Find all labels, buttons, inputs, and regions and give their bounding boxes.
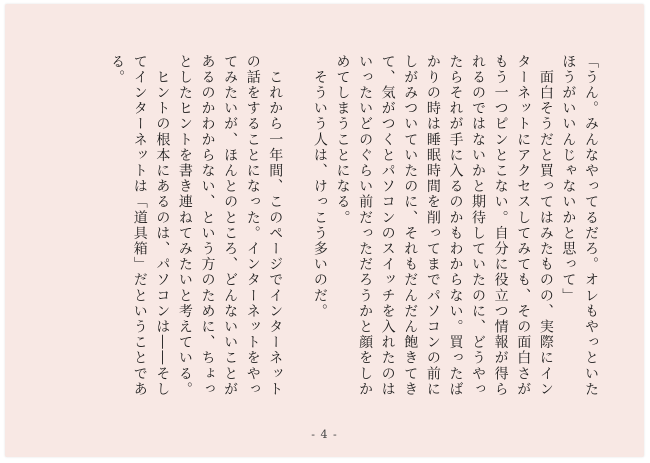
text-line: めてしまうことになる。 (334, 54, 351, 226)
text-line: としたヒントを書き連ねてみたいと考えている。 (176, 54, 193, 398)
text-line: しがみついていたのに、それもだんだん飽きてき (402, 54, 419, 398)
text-line: あるのかわからない、という方のために、ちょっ (199, 54, 216, 398)
text-line: いったいどのぐらい前だっただろうかと顔をしか (357, 54, 374, 398)
paragraph-gap (286, 54, 308, 409)
text-line: ほうがいいんじゃないかと思って」 (560, 54, 577, 304)
text-line: 面白そうだと買ってはみたものの、実際にイン (537, 54, 554, 398)
book-page (5, 4, 644, 457)
text-line: の話をすることになった。インターネットをやっ (244, 54, 261, 398)
text-line: かりの時は睡眠時間を削ってまでパソコンの前に (424, 54, 441, 398)
text-line: ターネットにアクセスしてみても、その面白さが (515, 54, 532, 398)
text-line: そういう人は、けっこう多いのだ。 (311, 54, 328, 320)
text-line: ヒントの根本にあるのは、パソコンは――そし (154, 54, 171, 398)
text-line: てインターネットは「道具箱」だということであ (131, 54, 148, 398)
text-line: てみたいが、ほんとのところ、どんないいことが (222, 54, 239, 398)
text-line: れるのではないかと期待していたのに、どうやっ (470, 54, 487, 398)
text-line: る。 (109, 54, 126, 86)
text-line: もう一つピンとこない。自分に役立つ情報が得ら (492, 54, 509, 398)
text-line: これから一年間、このページでインターネット (267, 54, 284, 398)
text-line: たらそれが手に入るのかもわからない。買ったば (447, 54, 464, 398)
vertical-text-body (106, 54, 602, 409)
page-number: - 4 - (311, 428, 338, 441)
text-line: 「うん。みんなやってるだろ。オレもやっといた (583, 54, 599, 398)
text-line: て、気がつくとパソコンのスイッチを入れたのは (379, 54, 396, 398)
